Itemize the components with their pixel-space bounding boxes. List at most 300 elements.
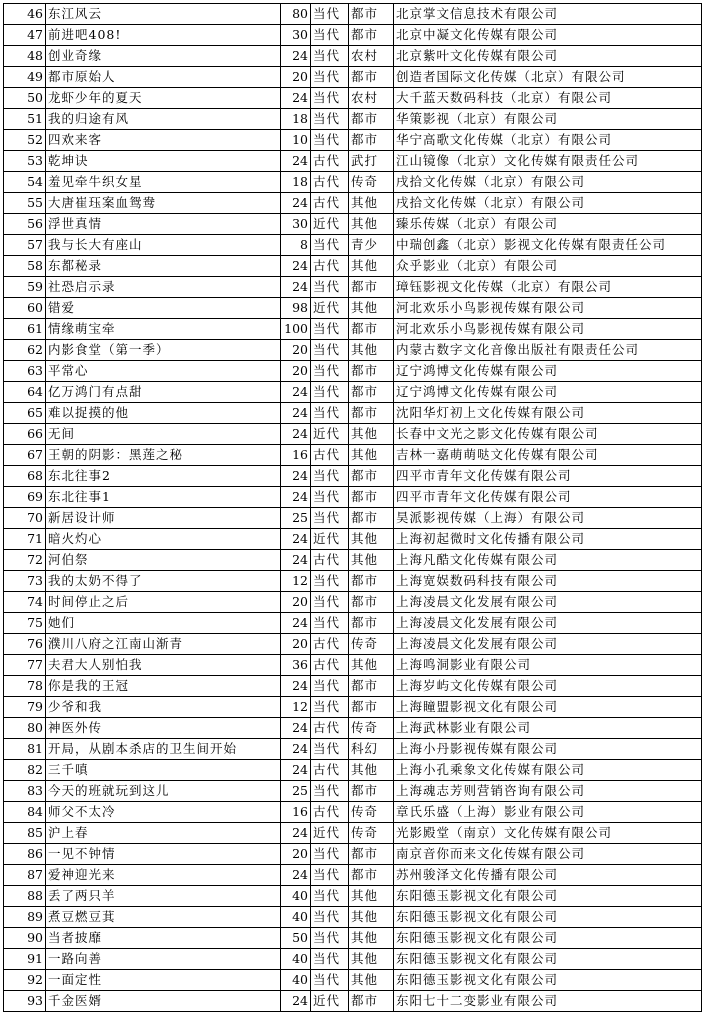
era: 古代 [311,634,349,655]
table-row [4,319,702,340]
table-body [4,4,702,1012]
era: 当代 [311,67,349,88]
row-number: 69 [4,487,46,508]
genre: 其他 [349,529,394,550]
drama-title: 今天的班就玩到这儿 [46,781,281,802]
genre: 都市 [349,109,394,130]
row-number: 83 [4,781,46,802]
genre: 都市 [349,130,394,151]
row-number: 67 [4,445,46,466]
drama-title: 少爷和我 [46,697,281,718]
episode-count: 98 [281,298,311,319]
drama-title: 我与长大有座山 [46,235,281,256]
genre: 都市 [349,277,394,298]
table-row [4,571,702,592]
production-company: 内蒙古数字文化音像出版社有限责任公司 [394,340,702,361]
era: 古代 [311,172,349,193]
genre: 其他 [349,424,394,445]
drama-title: 神医外传 [46,718,281,739]
era: 当代 [311,865,349,886]
era: 近代 [311,424,349,445]
row-number: 56 [4,214,46,235]
genre: 都市 [349,487,394,508]
production-company: 昊派影视传媒（上海）有限公司 [394,508,702,529]
drama-title: 龙虾少年的夏天 [46,88,281,109]
episode-count: 12 [281,571,311,592]
table-row [4,970,702,991]
production-company: 上海凡酷文化传媒有限公司 [394,550,702,571]
row-number: 59 [4,277,46,298]
table-row [4,88,702,109]
table-row [4,634,702,655]
era: 当代 [311,970,349,991]
drama-title: 暗火灼心 [46,529,281,550]
episode-count: 40 [281,886,311,907]
era: 近代 [311,823,349,844]
row-number: 90 [4,928,46,949]
table-row [4,130,702,151]
episode-count: 10 [281,130,311,151]
drama-title: 前进吧408! [46,25,281,46]
genre: 其他 [349,445,394,466]
drama-title: 东北往事2 [46,466,281,487]
table-row [4,214,702,235]
episode-count: 24 [281,718,311,739]
episode-count: 12 [281,697,311,718]
table-row [4,403,702,424]
row-number: 88 [4,886,46,907]
drama-title: 浮世真情 [46,214,281,235]
table-row [4,256,702,277]
table-row [4,235,702,256]
production-company: 四平市青年文化传媒有限公司 [394,487,702,508]
genre: 都市 [349,592,394,613]
production-company: 北京紫叶文化传媒有限公司 [394,46,702,67]
era: 近代 [311,214,349,235]
production-company: 辽宁鸿博文化传媒有限公司 [394,361,702,382]
table-row [4,25,702,46]
episode-count: 36 [281,655,311,676]
drama-title: 新居设计师 [46,508,281,529]
row-number: 61 [4,319,46,340]
era: 当代 [311,613,349,634]
episode-count: 8 [281,235,311,256]
production-company: 北京掌文信息技术有限公司 [394,4,702,25]
drama-title: 无间 [46,424,281,445]
genre: 其他 [349,193,394,214]
genre: 其他 [349,886,394,907]
era: 当代 [311,781,349,802]
genre: 都市 [349,991,394,1012]
episode-count: 25 [281,781,311,802]
row-number: 81 [4,739,46,760]
table-row [4,802,702,823]
episode-count: 24 [281,487,311,508]
drama-title: 你是我的王冠 [46,676,281,697]
era: 当代 [311,361,349,382]
production-company: 辽宁鸿博文化传媒有限公司 [394,382,702,403]
genre: 都市 [349,4,394,25]
era: 当代 [311,403,349,424]
era: 当代 [311,592,349,613]
production-company: 上海鸣洞影业有限公司 [394,655,702,676]
episode-count: 80 [281,4,311,25]
production-company: 东阳德玉影视文化有限公司 [394,970,702,991]
table-row [4,298,702,319]
episode-count: 40 [281,949,311,970]
table-row [4,361,702,382]
row-number: 93 [4,991,46,1012]
row-number: 53 [4,151,46,172]
episode-count: 20 [281,340,311,361]
production-company: 戌拾文化传媒（北京）有限公司 [394,172,702,193]
table-row [4,592,702,613]
table-row [4,277,702,298]
table-row [4,697,702,718]
production-company: 上海武林影业有限公司 [394,718,702,739]
row-number: 48 [4,46,46,67]
genre: 其他 [349,550,394,571]
production-company: 沈阳华灯初上文化传媒有限公司 [394,403,702,424]
episode-count: 24 [281,382,311,403]
genre: 其他 [349,655,394,676]
era: 当代 [311,109,349,130]
table-row [4,844,702,865]
production-company: 上海瞳盟影视文化有限公司 [394,697,702,718]
genre: 都市 [349,676,394,697]
row-number: 57 [4,235,46,256]
episode-count: 24 [281,760,311,781]
era: 当代 [311,676,349,697]
production-company: 华宁高歌文化传媒（北京）有限公司 [394,130,702,151]
episode-count: 18 [281,172,311,193]
row-number: 63 [4,361,46,382]
era: 近代 [311,991,349,1012]
era: 当代 [311,382,349,403]
genre: 都市 [349,466,394,487]
genre: 都市 [349,781,394,802]
era: 当代 [311,340,349,361]
episode-count: 24 [281,529,311,550]
drama-title: 夫君大人别怕我 [46,655,281,676]
era: 当代 [311,487,349,508]
drama-title: 东都秘录 [46,256,281,277]
genre: 其他 [349,340,394,361]
episode-count: 24 [281,256,311,277]
genre: 传奇 [349,802,394,823]
drama-title: 平常心 [46,361,281,382]
episode-count: 24 [281,151,311,172]
drama-title: 开局，从剧本杀店的卫生间开始 [46,739,281,760]
row-number: 75 [4,613,46,634]
production-company: 上海凌晨文化发展有限公司 [394,592,702,613]
episode-count: 24 [281,46,311,67]
table-row [4,445,702,466]
production-company: 上海凌晨文化发展有限公司 [394,613,702,634]
genre: 其他 [349,907,394,928]
table-row [4,109,702,130]
era: 古代 [311,760,349,781]
era: 当代 [311,571,349,592]
episode-count: 24 [281,991,311,1012]
drama-title: 大唐崔珏案血鸳鸯 [46,193,281,214]
episode-count: 24 [281,550,311,571]
genre: 传奇 [349,718,394,739]
row-number: 50 [4,88,46,109]
era: 当代 [311,886,349,907]
row-number: 47 [4,25,46,46]
episode-count: 24 [281,424,311,445]
era: 古代 [311,655,349,676]
genre: 青少 [349,235,394,256]
production-company: 臻乐传媒（北京）有限公司 [394,214,702,235]
production-company: 北京中凝文化传媒有限公司 [394,25,702,46]
episode-count: 20 [281,67,311,88]
drama-title: 都市原始人 [46,67,281,88]
drama-title: 羞见牵牛织女星 [46,172,281,193]
row-number: 60 [4,298,46,319]
genre: 传奇 [349,634,394,655]
table-row [4,760,702,781]
table-row [4,382,702,403]
row-number: 66 [4,424,46,445]
table-row [4,46,702,67]
genre: 都市 [349,613,394,634]
drama-title: 一见不钟情 [46,844,281,865]
table-row [4,865,702,886]
row-number: 58 [4,256,46,277]
drama-title: 一面定性 [46,970,281,991]
row-number: 49 [4,67,46,88]
production-company: 大千蓝天数码科技（北京）有限公司 [394,88,702,109]
drama-title: 四欢来客 [46,130,281,151]
row-number: 51 [4,109,46,130]
row-number: 62 [4,340,46,361]
era: 当代 [311,88,349,109]
production-company: 上海小孔乘象文化传媒有限公司 [394,760,702,781]
genre: 农村 [349,88,394,109]
episode-count: 20 [281,361,311,382]
era: 当代 [311,844,349,865]
table-row [4,907,702,928]
production-company: 东阳德玉影视文化有限公司 [394,928,702,949]
era: 古代 [311,256,349,277]
table-row [4,676,702,697]
genre: 其他 [349,214,394,235]
production-company: 东阳德玉影视文化有限公司 [394,907,702,928]
production-company: 创造者国际文化传媒（北京）有限公司 [394,67,702,88]
episode-count: 25 [281,508,311,529]
era: 当代 [311,466,349,487]
production-company: 众乎影业（北京）有限公司 [394,256,702,277]
table-row [4,739,702,760]
row-number: 91 [4,949,46,970]
genre: 其他 [349,256,394,277]
drama-title: 我的太奶不得了 [46,571,281,592]
row-number: 55 [4,193,46,214]
drama-title: 三千嗔 [46,760,281,781]
episode-count: 20 [281,844,311,865]
genre: 武打 [349,151,394,172]
era: 当代 [311,235,349,256]
row-number: 64 [4,382,46,403]
row-number: 65 [4,403,46,424]
production-company: 东阳德玉影视文化有限公司 [394,949,702,970]
genre: 都市 [349,697,394,718]
drama-title: 错爱 [46,298,281,319]
era: 当代 [311,25,349,46]
row-number: 84 [4,802,46,823]
drama-title: 千金医婿 [46,991,281,1012]
era: 古代 [311,445,349,466]
table-row [4,487,702,508]
episode-count: 30 [281,25,311,46]
genre: 都市 [349,319,394,340]
row-number: 79 [4,697,46,718]
era: 当代 [311,697,349,718]
drama-title: 情缘萌宝牵 [46,319,281,340]
genre: 其他 [349,298,394,319]
genre: 传奇 [349,172,394,193]
production-company: 河北欢乐小鸟影视传媒有限公司 [394,319,702,340]
drama-title: 东江风云 [46,4,281,25]
production-company: 江山镜像（北京）文化传媒有限责任公司 [394,151,702,172]
production-company: 东阳七十二变影业有限公司 [394,991,702,1012]
era: 当代 [311,907,349,928]
row-number: 87 [4,865,46,886]
episode-count: 24 [281,823,311,844]
row-number: 71 [4,529,46,550]
row-number: 89 [4,907,46,928]
era: 当代 [311,508,349,529]
row-number: 54 [4,172,46,193]
episode-count: 24 [281,466,311,487]
row-number: 92 [4,970,46,991]
production-company: 吉林一嘉萌萌哒文化传媒有限公司 [394,445,702,466]
drama-title: 我的归途有风 [46,109,281,130]
genre: 都市 [349,571,394,592]
drama-title: 乾坤诀 [46,151,281,172]
era: 当代 [311,4,349,25]
genre: 农村 [349,46,394,67]
row-number: 68 [4,466,46,487]
era: 古代 [311,718,349,739]
production-company: 璋钰影视文化传媒（北京）有限公司 [394,277,702,298]
episode-count: 20 [281,592,311,613]
era: 当代 [311,277,349,298]
episode-count: 40 [281,907,311,928]
production-company: 河北欢乐小鸟影视传媒有限公司 [394,298,702,319]
genre: 都市 [349,844,394,865]
row-number: 78 [4,676,46,697]
production-company: 章氏乐盛（上海）影业有限公司 [394,802,702,823]
episode-count: 24 [281,613,311,634]
era: 近代 [311,298,349,319]
row-number: 74 [4,592,46,613]
drama-title: 时间停止之后 [46,592,281,613]
production-company: 东阳德玉影视文化有限公司 [394,886,702,907]
production-company: 苏州骏泽文化传播有限公司 [394,865,702,886]
drama-title: 难以捉摸的他 [46,403,281,424]
drama-title: 内影食堂（第一季） [46,340,281,361]
episode-count: 24 [281,676,311,697]
production-company: 四平市青年文化传媒有限公司 [394,466,702,487]
episode-count: 24 [281,277,311,298]
row-number: 86 [4,844,46,865]
table-row [4,949,702,970]
table-row [4,655,702,676]
row-number: 73 [4,571,46,592]
drama-title: 社恐启示录 [46,277,281,298]
production-company: 上海小丹影视传媒有限公司 [394,739,702,760]
registration-table-page [3,3,701,1012]
row-number: 76 [4,634,46,655]
table-row [4,151,702,172]
episode-count: 24 [281,739,311,760]
row-number: 70 [4,508,46,529]
era: 古代 [311,193,349,214]
table-row [4,718,702,739]
production-company: 上海岁屿文化传媒有限公司 [394,676,702,697]
table-row [4,928,702,949]
drama-title: 丢了两只羊 [46,886,281,907]
era: 当代 [311,949,349,970]
era: 古代 [311,550,349,571]
production-company: 南京音你而来文化传媒有限公司 [394,844,702,865]
table-row [4,550,702,571]
drama-title: 一路向善 [46,949,281,970]
genre: 都市 [349,403,394,424]
table-row [4,193,702,214]
table-row [4,67,702,88]
production-company: 上海宽娱数码科技有限公司 [394,571,702,592]
genre: 都市 [349,865,394,886]
row-number: 52 [4,130,46,151]
production-company: 长春中文光之影文化传媒有限公司 [394,424,702,445]
era: 古代 [311,151,349,172]
drama-title: 亿万鸿门有点甜 [46,382,281,403]
era: 当代 [311,928,349,949]
era: 当代 [311,319,349,340]
genre: 都市 [349,508,394,529]
episode-count: 20 [281,634,311,655]
era: 近代 [311,529,349,550]
production-company: 上海凌晨文化发展有限公司 [394,634,702,655]
table-row [4,172,702,193]
drama-title: 爱神迎光来 [46,865,281,886]
table-row [4,340,702,361]
era: 当代 [311,130,349,151]
episode-count: 24 [281,193,311,214]
table-row [4,466,702,487]
table-row [4,4,702,25]
era: 当代 [311,739,349,760]
drama-title: 沪上春 [46,823,281,844]
table-row [4,781,702,802]
genre: 科幻 [349,739,394,760]
episode-count: 30 [281,214,311,235]
row-number: 82 [4,760,46,781]
production-company: 华策影视（北京）有限公司 [394,109,702,130]
genre: 传奇 [349,823,394,844]
era: 古代 [311,802,349,823]
table-row [4,508,702,529]
episode-count: 24 [281,88,311,109]
episode-count: 40 [281,970,311,991]
genre: 都市 [349,361,394,382]
episode-count: 16 [281,445,311,466]
table-row [4,424,702,445]
